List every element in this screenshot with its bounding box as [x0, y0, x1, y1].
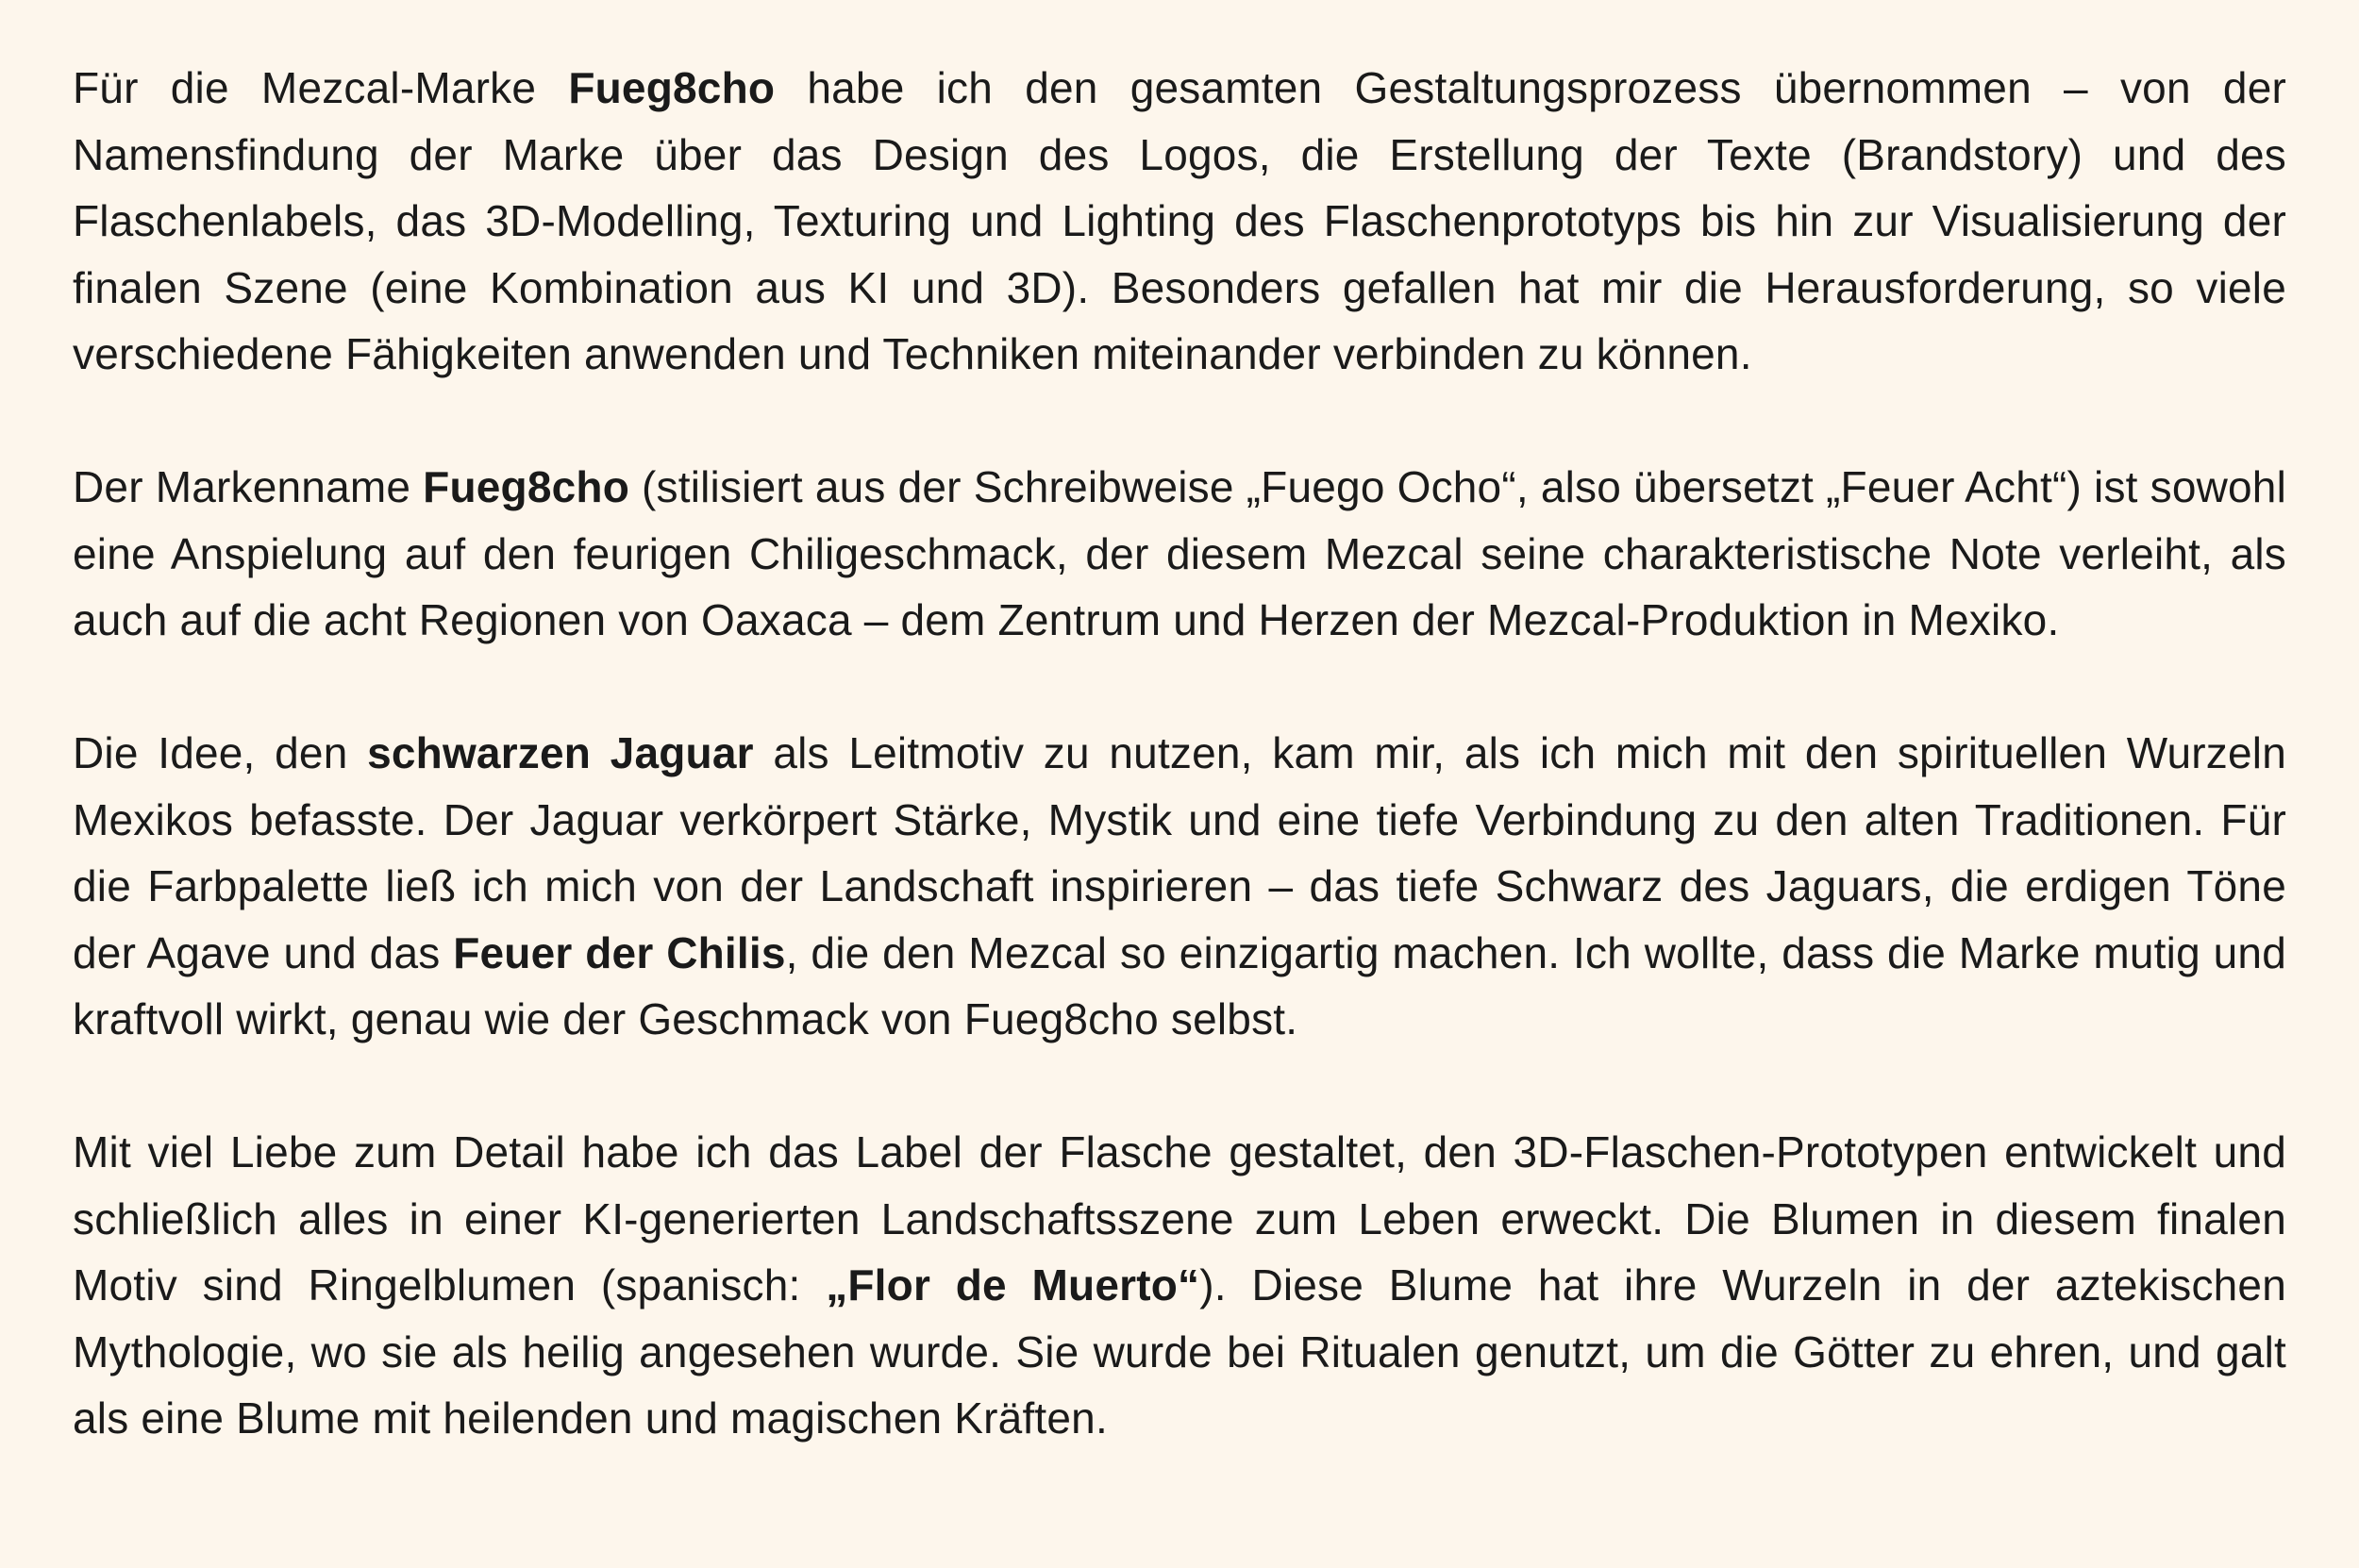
- paragraph-brand-process: [73, 55, 2286, 388]
- text-segment: ). Diese Blume hat ihre Wurzeln in der aztekischen Mythologie, wo sie als heilig angesehen wurde. Sie wurde bei Ritualen genutzt, um die Götter zu ehren, und galt als eine Blume mit heilenden und magischen Kräften.: [73, 1260, 2286, 1443]
- text-segment: , die den Mezcal so einzigartig machen. Ich wollte, dass die Marke mutig und kraftvoll wirkt, genau wie der Geschmack von Fueg8cho selbst.: [73, 927, 2286, 1043]
- text-segment: Für die Mezcal-Marke: [73, 63, 569, 112]
- brand-name-emphasis: Fueg8cho: [568, 63, 776, 112]
- text-body: [73, 55, 2286, 1452]
- text-segment: als Leitmotiv zu nutzen, kam mir, als ich mich mit den spirituellen Wurzeln Mexikos befasste. Der Jaguar verkörpert Stärke, Mystik und eine tiefe Verbindung zu den alten Traditionen. Für die Farbpalette ließ ich mich von der Landschaft inspirieren – das tiefe Schwarz des Jaguars, die erdigen Töne der Agave und das: [73, 728, 2286, 977]
- text-segment: habe ich den gesamten Gestaltungsprozess übernommen – von der Namensfindung der Marke über das Design des Logos, die Erstellung der Texte (Brandstory) und des Flaschenlabels, das 3D-Modelling, Texturing und Lighting des Flaschenprototyps bis hin zur Visualisierung der finalen Szene (eine Kombination aus KI und 3D). Besonders gefallen hat mir die Herausforderung, so viele verschiedene Fähigkeiten anwenden und Techniken miteinander verbinden zu können.: [73, 63, 2286, 378]
- brand-name-emphasis: Fueg8cho: [423, 462, 630, 511]
- paragraph-brand-name: [73, 454, 2286, 654]
- text-segment: Mit viel Liebe zum Detail habe ich das Label der Flasche gestaltet, den 3D-Flaschen-Prototypen entwickelt und schließlich alles in einer KI-generierten Landschaftsszene zum Leben erweckt. Die Blumen in diesem finalen Motiv sind Ringelblumen (spanisch:: [73, 1127, 2286, 1309]
- text-segment: (stilisiert aus der Schreibweise „Fuego Ocho“, also übersetzt „Feuer Acht“) ist sowohl eine Anspielung auf den feurigen Chiligeschmack, der diesem Mezcal seine charakteristische Note verleiht, als auch auf die acht Regionen von Oaxaca – dem Zentrum und Herzen der Mezcal-Produktion in Mexiko.: [73, 462, 2287, 644]
- text-segment: Die Idee, den: [73, 728, 368, 777]
- paragraph-label-design: [73, 1119, 2286, 1452]
- paragraph-jaguar-idea: [73, 720, 2286, 1053]
- text-segment: Der Markenname: [73, 462, 424, 511]
- jaguar-emphasis: schwarzen Jaguar: [367, 728, 754, 777]
- chili-fire-emphasis: Feuer der Chilis: [453, 927, 786, 977]
- flower-name-emphasis: „Flor de Muerto“: [826, 1260, 1200, 1309]
